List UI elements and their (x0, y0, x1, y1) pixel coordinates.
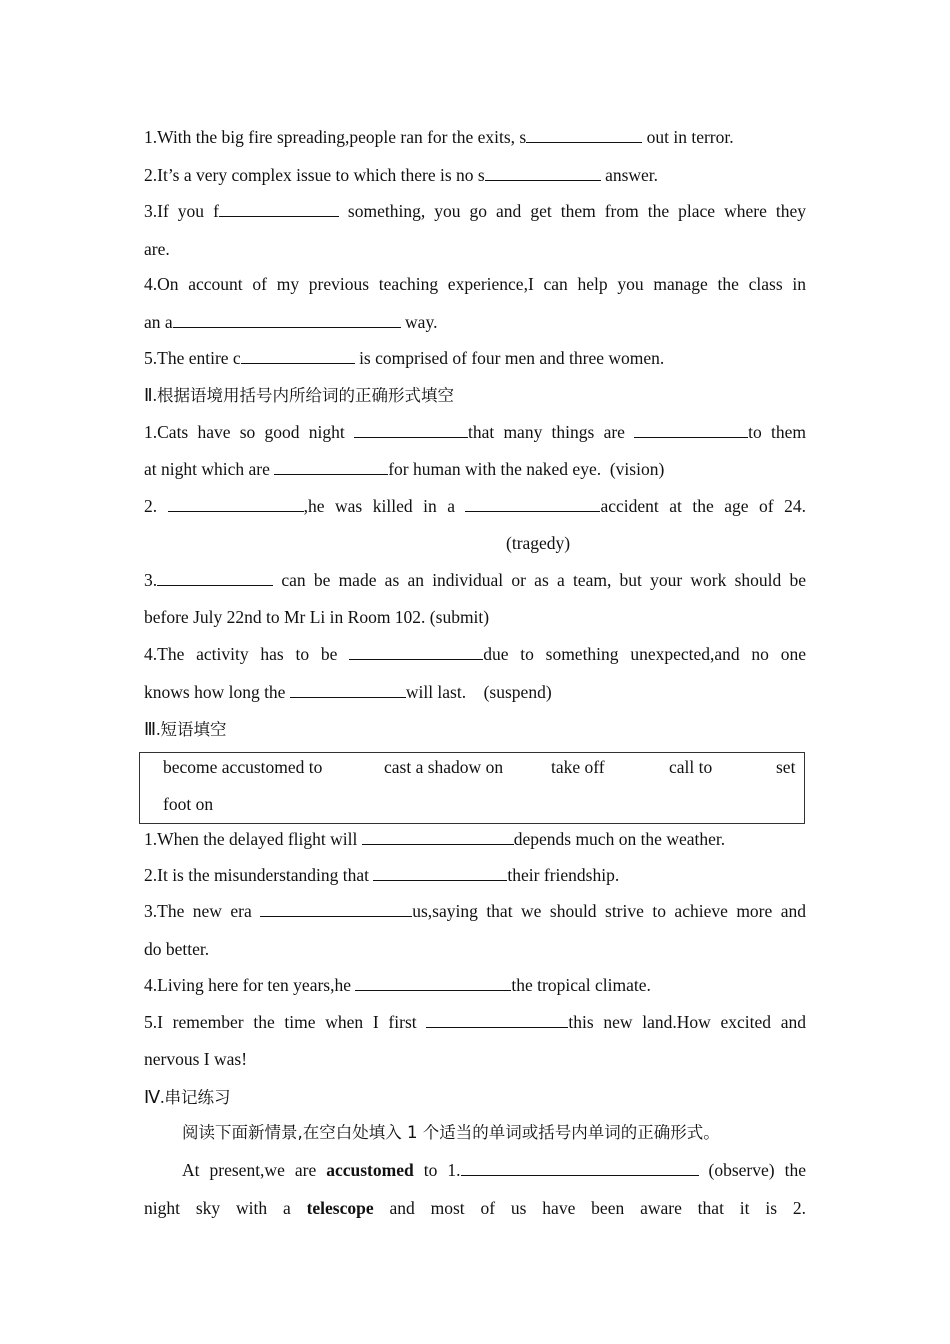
answer-blank[interactable] (526, 125, 642, 143)
section-4-heading: Ⅳ.串记练习 (144, 1087, 231, 1107)
phrase-item: call to (669, 757, 713, 777)
s2-question-3-cont: before July 22nd to Mr Li in Room 102. (submit) (144, 607, 490, 627)
s3-question-3: 3.The new era us,saying that we should strive to achieve more and (144, 901, 806, 921)
hint-word: (vision) (609, 459, 665, 479)
answer-blank[interactable] (173, 310, 401, 328)
section-3-heading: Ⅲ.短语填空 (144, 719, 227, 739)
s3-question-1: 1.When the delayed flight will depends much on the weather. (144, 829, 726, 849)
s1-question-1: 1.With the big fire spreading,people ran for the exits, s out in terror. (144, 127, 734, 147)
answer-blank[interactable] (274, 457, 388, 475)
answer-blank[interactable] (634, 420, 748, 438)
phrase-item: cast a shadow on (384, 757, 504, 777)
s1-question-4-cont: an a way. (144, 312, 438, 332)
s1-question-4: 4.On account of my previous teaching experience,I can help you manage the class in (144, 274, 806, 294)
answer-blank[interactable] (354, 420, 468, 438)
answer-blank[interactable] (373, 863, 507, 881)
answer-blank[interactable] (241, 346, 355, 364)
section-4-instruction: 阅读下面新情景,在空白处填入 1 个适当的单词或括号内单词的正确形式。 (182, 1123, 720, 1142)
answer-blank[interactable] (219, 199, 339, 217)
s3-question-5: 5.I remember the time when I first this new land.How excited and (144, 1012, 806, 1032)
s2-question-4: 4.The activity has to be due to something unexpected,and no one (144, 644, 806, 664)
s3-question-4: 4.Living here for ten years,he the tropical climate. (144, 975, 651, 995)
s3-question-3-cont: do better. (144, 939, 210, 959)
hint-word: (tragedy) (506, 533, 571, 553)
answer-blank[interactable] (355, 973, 511, 991)
phrase-box (139, 752, 805, 824)
s1-question-2: 2.It’s a very complex issue to which there is no s answer. (144, 165, 659, 185)
s2-question-1-cont: at night which are for human with the naked eye. (vision) (144, 459, 665, 479)
phrase-item: take off (551, 757, 605, 777)
answer-blank[interactable] (485, 163, 601, 181)
answer-blank[interactable] (168, 494, 304, 512)
hint-word: (suspend) (483, 682, 552, 702)
s2-question-3: 3. can be made as an individual or as a team, but your work should be (144, 570, 806, 590)
answer-blank[interactable] (426, 1010, 568, 1028)
s4-passage-line-2: night sky with a telescope and most of us have been aware that it is 2. (144, 1198, 806, 1218)
section-2-heading: Ⅱ.根据语境用括号内所给词的正确形式填空 (144, 385, 454, 405)
s3-question-2: 2.It is the misunderstanding that their friendship. (144, 865, 620, 885)
answer-blank[interactable] (157, 568, 273, 586)
s1-question-3: 3.If you f something, you go and get them from the place where they (144, 201, 806, 221)
phrase-item: become accustomed to (163, 757, 323, 777)
s1-question-5: 5.The entire c is comprised of four men and three women. (144, 348, 665, 368)
answer-blank[interactable] (349, 642, 483, 660)
answer-blank[interactable] (461, 1158, 699, 1176)
s1-question-3-cont: are. (144, 239, 170, 259)
answer-blank[interactable] (260, 899, 412, 917)
answer-blank[interactable] (290, 680, 406, 698)
s4-passage-line-1: At present,we are accustomed to 1. (observe) the (182, 1160, 806, 1180)
phrase-item: foot on (163, 794, 214, 814)
answer-blank[interactable] (465, 494, 600, 512)
s3-question-5-cont: nervous I was! (144, 1049, 248, 1069)
answer-blank[interactable] (362, 827, 514, 845)
phrase-item: set (776, 757, 796, 777)
s2-question-4-cont: knows how long the will last. (suspend) (144, 682, 552, 702)
s2-question-2: 2. ,he was killed in a accident at the age of 24. (144, 496, 807, 516)
s2-question-1: 1.Cats have so good night that many things are to them (144, 422, 806, 442)
